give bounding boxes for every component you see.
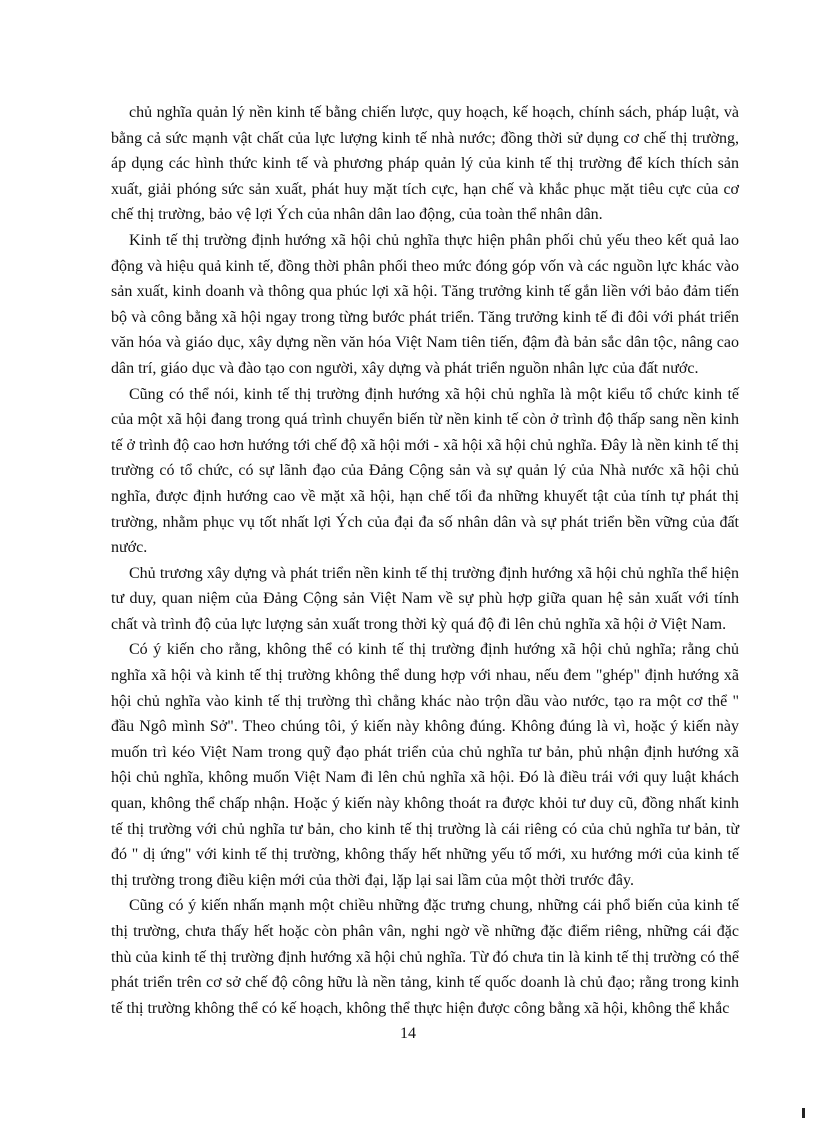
paragraph-5: Có ý kiến cho rằng, không thể có kinh tế thị trường định hướng xã hội chủ nghĩa; rằng chủ nghĩa xã hội và kinh tế thị trường không thể dung hợp với nhau, nếu đem "ghép" định hướng xã hội chủ nghĩa vào kinh tế thị trường thì chẳng khác nào trộn dầu vào nước, tạo ra một cơ thể " đầu Ngô mình Sở". Theo chúng tôi, ý kiến này không đúng. Không đúng là vì, hoặc ý kiến này muốn trì kéo Việt Nam trong quỹ đạo phát triển của chủ nghĩa tư bản, phủ nhận định hướng xã hội chủ nghĩa, không muốn Việt Nam đi lên chủ nghĩa xã hội. Đó là điều trái với quy luật khách quan, không thể chấp nhận. Hoặc ý kiến này không thoát ra được khỏi tư duy cũ, đồng nhất kinh tế thị trường với chủ nghĩa tư bản, cho kinh tế thị trường là cái riêng có của chủ nghĩa tư bản, từ đó " dị ứng" với kinh tế thị trường, không thấy hết những yếu tố mới, xu hướng mới của kinh tế thị trường trong điều kiện mới của thời đại, lặp lại sai lầm của một thời trước đây. <box>111 641 739 889</box>
paragraph-6: Cũng có ý kiến nhấn mạnh một chiều những đặc trưng chung, những cái phổ biến của kinh tế thị trường, chưa thấy hết hoặc còn phân vân, nghi ngờ về những đặc điểm riêng, những cái đặc thù của kinh tế thị trường định hướng xã hội chủ nghĩa. Từ đó chưa tin là kinh tế thị trường có thể phát triển trên cơ sở chế độ công hữu là nền tảng, kinh tế quốc doanh là chủ đạo; rằng trong kinh tế thị trường không thể có kế hoạch, không thể thực hiện được công bằng xã hội, không thể khắc <box>111 897 739 1017</box>
page-number: 14 <box>400 1025 416 1042</box>
paragraph-2: Kinh tế thị trường định hướng xã hội chủ nghĩa thực hiện phân phối chủ yếu theo kết quả lao động và hiệu quả kinh tế, đồng thời phân phối theo mức đóng góp vốn và các nguồn lực khác vào sản xuất, kinh doanh và thông qua phúc lợi xã hội. Tăng trưởng kinh tế gắn liền với bảo đảm tiến bộ và công bằng xã hội ngay trong từng bước phát triển. Tăng trưởng kinh tế đi đôi với phát triển văn hóa và giáo dục, xây dựng nền văn hóa Việt Nam tiên tiến, đậm đà bản sắc dân tộc, nâng cao dân trí, giáo dục và đào tạo con người, xây dựng và phát triển nguồn nhân lực của đất nước. <box>111 231 739 377</box>
paragraph-4: Chủ trương xây dựng và phát triển nền kinh tế thị trường định hướng xã hội chủ nghĩa thể hiện tư duy, quan niệm của Đảng Cộng sản Việt Nam về sự phù hợp giữa quan hệ sản xuất với tính chất và trình độ của lực lượng sản xuất trong thời kỳ quá độ đi lên chủ nghĩa xã hội ở Việt Nam. <box>111 564 739 633</box>
page-edge-mark <box>802 1108 805 1118</box>
body-text <box>111 100 739 1021</box>
paragraph-1: chủ nghĩa quản lý nền kinh tế bằng chiến lược, quy hoạch, kế hoạch, chính sách, pháp luật, và bằng cả sức mạnh vật chất của lực lượng kinh tế nhà nước; đồng thời sử dụng cơ chế thị trường, áp dụng các hình thức kinh tế và phương pháp quản lý của kinh tế thị trường để kích thích sản xuất, giải phóng sức sản xuất, phát huy mặt tích cực, hạn chế và khắc phục mặt tiêu cực của cơ chế thị trường, bảo vệ lợi Ých của nhân dân lao động, của toàn thể nhân dân. <box>111 104 739 224</box>
paragraph-3: Cũng có thể nói, kinh tế thị trường định hướng xã hội chủ nghĩa là một kiểu tổ chức kinh tế của một xã hội đang trong quá trình chuyển biến từ nền kinh tế còn ở trình độ thấp sang nền kinh tế ở trình độ cao hơn hướng tới chế độ xã hội mới - xã hội xã hội chủ nghĩa. Đây là nền kinh tế thị trường có tổ chức, có sự lãnh đạo của Đảng Cộng sản và sự quản lý của Nhà nước xã hội chủ nghĩa, được định hướng cao về mặt xã hội, hạn chế tối đa những khuyết tật của tính tự phát thị trường, nhằm phục vụ tốt nhất lợi Ých của đại đa số nhân dân và sự phát triển bền vững của đất nước. <box>111 385 739 557</box>
